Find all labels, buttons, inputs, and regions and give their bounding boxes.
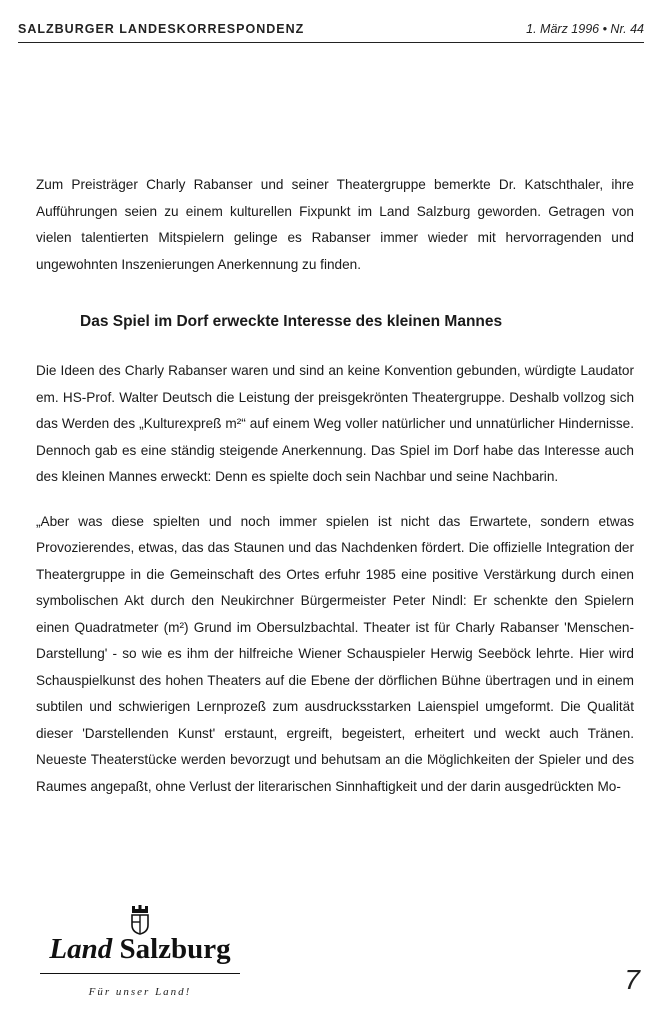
section-heading: Das Spiel im Dorf erweckte Interesse des kleinen Mannes [80,313,503,330]
logo-tagline: Für unser Land! [88,986,192,998]
land-salzburg-logo [34,905,246,1013]
paragraph-intro: Zum Preisträger Charly Rabanser und seiner Theatergruppe bemerkte Dr. Katschthaler, ihre Aufführungen seien zu einem kulturellen Fixpunkt im Land Salzburg geworden. Getragen von vielen talentierten Mitspielern gelinge es Rabanser immer wieder mit hervorragenden und ungewohnten Inszenierungen Anerkennung zu finden. [36,177,634,272]
crest-icon [128,905,152,935]
page-number: 7 [624,964,640,995]
logo-word-land: Land [49,933,113,965]
paragraph-laudatio: Die Ideen des Charly Rabanser waren und sind an keine Konvention gebunden, würdigte Laudator em. HS-Prof. Walter Deutsch die Leistung der preisgekrönten Theatergruppe. Deshalb vollzog sich das Werden des „Kulturexpreß m²“ auf einem Weg voller natürlicher und unnatürlicher Hindernisse. Dennoch gab es eine ständig steigende Anerkennung. Das Spiel im Dorf habe das Interesse auch des kleinen Mannes erweckt: Denn es spielte doch sein Nachbar und seine Nachbarin. [36,363,634,484]
paragraph-quote: „Aber was diese spielten und noch immer spielen ist nicht das Erwartete, sondern etwas Provozierendes, etwas, das das Staunen und das Nachdenken fördert. Die offizielle Integration der Theatergruppe in die Gemeinschaft des Ortes erfuhr 1985 eine positive Verstärkung durch einen symbolischen Akt durch den Neukirchner Bürgermeister Peter Nindl: Er schenkte den Spielern einen Quadratmeter (m²) Grund im Obersulzbachtal. Theater ist für Charly Rabanser 'Menschen-Darstellung' - so wie es ihm der hilfreiche Wiener Schauspieler Herwig Seeböck lehrte. Hier wird Schauspielkunst des hohen Theaters auf die Ebene der dörflichen Bühne übertragen und in einem subtilen und schwierigen Lernprozeß zum ausdrucksstarken Laienspiel umgeformt. Die Qualität dieser 'Darstellenden Kunst' erstaunt, ergreift, begeistert, erheitert und weckt auch Tränen. Neueste Theaterstücke werden bevorzugt und behutsam an die Möglichkeiten der Spieler und des Raumes angepaßt, ohne Verlust der literarischen Sinnhaftigkeit und der darin ausgedrückten Mo- [36,513,634,794]
logo-word-salzburg: Salzburg [119,933,231,965]
logo-wordmark [34,933,246,966]
logo-divider [40,973,240,974]
page-header [18,20,644,43]
publication-title: SALZBURGER LANDESKORRESPONDENZ [18,22,305,36]
article-body [36,172,634,800]
issue-date: 1. März 1996 • Nr. 44 [526,22,644,36]
